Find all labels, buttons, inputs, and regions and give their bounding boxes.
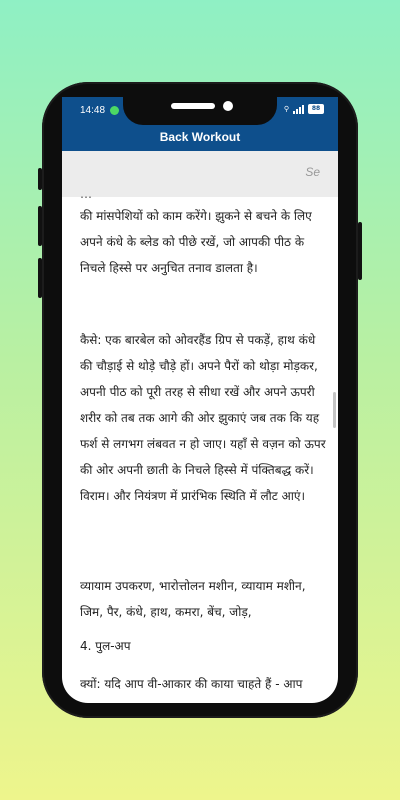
article-paragraph: क्यों: यदि आप वी-आकार की काया चाहते हैं - आप xyxy=(80,677,303,691)
phone-side-button xyxy=(38,258,42,298)
front-camera xyxy=(223,101,233,111)
scrollbar[interactable] xyxy=(333,392,336,428)
battery-icon: 88 xyxy=(308,104,324,114)
article-content[interactable] xyxy=(62,187,338,703)
camera-notch xyxy=(123,97,277,125)
article-paragraph: कैसे: एक बारबेल को ओवरहैंड ग्रिप से पकड़ें, हाथ कंधे की चौड़ाई से थोड़े चौड़े हों। अपने पैरों को थोड़ा मोड़कर, अपनी पीठ को पूरी तरह से सीधा रखें और अपने ऊपरी शरीर को तब तक आगे की ओर झुकाएं जब तक कि यह फर्श से लगभग लंबवत न हो जाए। यहाँ से वज़न को ऊपर की ओर अपनी छाती के निचले हिस्से में पंक्तिबद्ध करें। विराम। और नियंत्रण में प्रारंभिक स्थिति में लौट आएं। xyxy=(80,333,326,503)
article-paragraph: की मांसपेशियों को काम करेंगे। झुकने से बचने के लिए अपने कंधे के ब्लेड को पीछे रखें, जो आपकी पीठ के निचले हिस्से पर अनुचित तनाव डालता है। xyxy=(80,209,312,275)
article-paragraph: व्यायाम उपकरण, भारोत्तोलन मशीन, व्यायाम मशीन, जिम, पैर, कंधे, हाथ, कमरा, बेंच, जोड़, xyxy=(80,579,306,619)
section-heading: 4. पुल-अप xyxy=(80,639,131,653)
phone-power-button xyxy=(358,222,362,280)
app-toolbar xyxy=(62,125,338,151)
phone-side-button xyxy=(38,168,42,190)
speaker-grille xyxy=(171,103,215,109)
signal-icon xyxy=(293,105,304,114)
whatsapp-notification-icon xyxy=(110,106,119,115)
status-time: 14:48 xyxy=(80,105,106,116)
ad-banner-text: Se xyxy=(305,165,320,179)
article-cut-line: … xyxy=(80,187,92,201)
page-title: Back Workout xyxy=(159,130,241,144)
status-icons xyxy=(284,104,324,114)
status-bar xyxy=(62,97,338,125)
phone-screen xyxy=(62,97,338,703)
volte-icon: ⚲ xyxy=(283,105,289,113)
phone-side-button xyxy=(38,206,42,246)
